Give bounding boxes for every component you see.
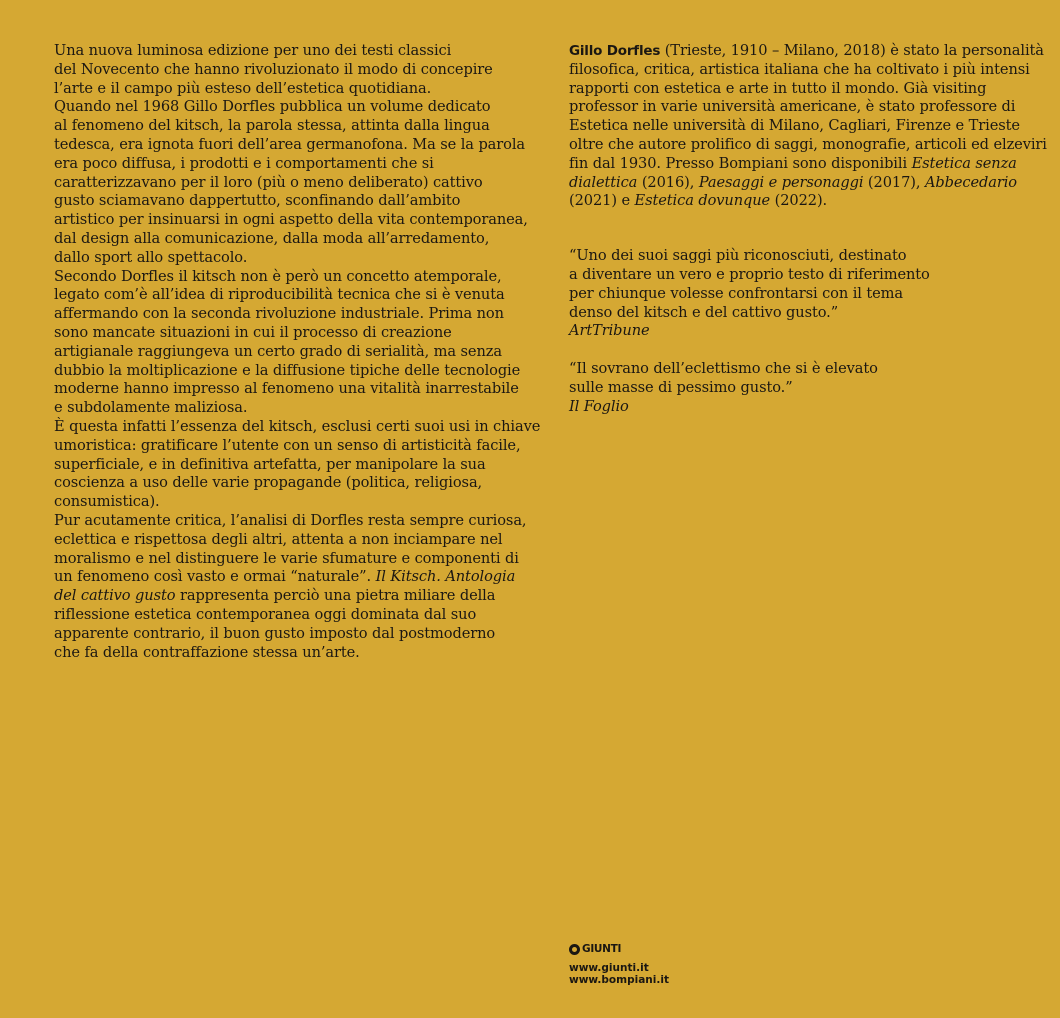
- blurb-line: del cattivo gusto rappresenta perciò una pietra miliare della: [54, 587, 496, 605]
- blurb-line: un fenomeno così vasto e ormai “naturale”. Il Kitsch. Antologia: [54, 568, 516, 586]
- review-quote-il-foglio: “Il sovrano dell’eclettismo che si è elevato sulle masse di pessimo gusto.” Il Foglio: [569, 360, 989, 416]
- blurb-line: riflessione estetica contemporanea oggi dominata dal suo: [54, 605, 477, 623]
- blurb-line: coscienza a uso delle varie propagande (politica, religiosa,: [54, 474, 483, 492]
- publisher-url-bompiani: www.bompiani.it: [569, 974, 669, 986]
- blurb-line: al fenomeno del kitsch, la parola stessa, attinta dalla lingua: [54, 117, 490, 135]
- blurb-line: apparente contrario, il buon gusto imposto dal postmoderno: [54, 624, 496, 642]
- blurb-line: caratterizzavano per il loro (più o meno deliberato) cattivo: [54, 173, 483, 191]
- blurb-line: affermando con la seconda rivoluzione industriale. Prima non: [54, 305, 504, 323]
- blurb-line: artistico per insinuarsi in ogni aspetto della vita contemporanea,: [54, 211, 528, 229]
- publisher-logo: GIUNTI: [569, 943, 669, 956]
- bio-line: rapporti con estetica e arte in tutto il mondo. Già visiting: [569, 79, 987, 97]
- blurb-line: era poco diffusa, i prodotti e i comportamenti che si: [54, 154, 434, 172]
- bio-line: dialettica (2016), Paesaggi e personaggi (2017), Abbecedario: [569, 173, 1017, 191]
- blurb-line: che fa della contraffazione stessa un’arte.: [54, 643, 360, 661]
- blurb-line: l’arte e il campo più esteso dell’estetica quotidiana.: [54, 79, 432, 97]
- blurb-paragraphs: [54, 42, 541, 568]
- quote-source: ArtTribune: [569, 322, 650, 340]
- blurb-line: È questa infatti l’essenza del kitsch, esclusi certi suoi usi in chiave: [54, 417, 541, 435]
- blurb-line: consumistica).: [54, 493, 160, 511]
- blurb-line: umoristica: gratificare l’utente con un senso di artisticità facile,: [54, 436, 521, 454]
- blurb-line: superficiale, e in definitiva artefatta, per manipolare la sua: [54, 455, 486, 473]
- blurb-line: artigianale raggiungeva un certo grado di serialità, ma senza: [54, 342, 502, 360]
- blurb-line: Una nuova luminosa edizione per uno dei testi classici: [54, 42, 452, 59]
- blurb-line: dubbio la moltiplicazione e la diffusione tipiche delle tecnologie: [54, 361, 521, 379]
- blurb-line: dal design alla comunicazione, dalla moda all’arredamento,: [54, 229, 490, 247]
- blurb-text: [54, 42, 541, 662]
- blurb-ending: [54, 605, 496, 662]
- author-name: Gillo Dorfles: [569, 43, 661, 59]
- book-title-part-2: del cattivo gusto: [54, 587, 176, 605]
- bio-line: oltre che autore prolifico di saggi, monografie, articoli ed elzeviri: [569, 135, 1047, 153]
- blurb-line: tedesca, era ignota fuori dell’area germanofona. Ma se la parola: [54, 135, 526, 153]
- blurb-line: Secondo Dorfles il kitsch non è però un concetto atemporale,: [54, 267, 502, 285]
- review-quote-arttribune: “Uno dei suoi saggi più riconosciuti, destinato a diventare un vero e proprio testo di riferimento per chiunque volesse confrontarsi con il tema denso del kitsch e del cattivo gusto.” ArtTribune: [569, 247, 989, 341]
- blurb-line: moderne hanno impresso al fenomeno una vitalità inarrestabile: [54, 380, 519, 398]
- blurb-line: e subdolamente maliziosa.: [54, 399, 248, 417]
- bio-line: fin dal 1930. Presso Bompiani sono disponibili Estetica senza: [569, 154, 1017, 172]
- blurb-line: Pur acutamente critica, l’analisi di Dorfles resta sempre curiosa,: [54, 511, 527, 529]
- blurb-line: moralismo e nel distinguere le varie sfumature e componenti di: [54, 549, 519, 567]
- publisher-block: [569, 943, 669, 987]
- bio-line: (2021) e Estetica dovunque (2022).: [569, 192, 828, 210]
- blurb-line: gusto sciamavano dappertutto, sconfinando dall’ambito: [54, 192, 461, 210]
- book-title-part-1: Il Kitsch. Antologia: [375, 568, 516, 586]
- blurb-line: legato com’è all’idea di riproducibilità tecnica che si è venuta: [54, 286, 505, 304]
- author-column: [569, 42, 1047, 416]
- author-bio: Gillo Dorfles (Trieste, 1910 – Milano, 2018) è stato la personalità filosofica, critica, artistica italiana che ha coltivato i più intensi rapporti con estetica e arte in tutto il mondo. Già visiting professor in varie università americane, è stato professore di Estetica nelle università di Milano, Cagliari, Firenze e Trieste oltre che autore prolifico di saggi, monografie, articoli ed elzeviri fin dal 1930. Presso Bompiani sono disponibili Estetica senza dialettica (2016), Paesaggi e personaggi (2017), Abbecedario (2021) e Estetica dovunque (2022).: [569, 42, 1047, 210]
- bio-line: filosofica, critica, artistica italiana che ha coltivato i più intensi: [569, 60, 1030, 78]
- giunti-logo-icon: [569, 944, 580, 955]
- blurb-line: Quando nel 1968 Gillo Dorfles pubblica un volume dedicato: [54, 98, 491, 116]
- blurb-line: del Novecento che hanno rivoluzionato il modo di concepire: [54, 60, 493, 78]
- bio-line: professor in varie università americane, è stato professore di: [569, 98, 1016, 116]
- bio-line: Estetica nelle università di Milano, Cagliari, Firenze e Trieste: [569, 117, 1020, 135]
- blurb-line: dallo sport allo spettacolo.: [54, 248, 248, 266]
- quote-source: Il Foglio: [569, 397, 629, 415]
- blurb-line: sono mancate situazioni in cui il processo di creazione: [54, 323, 452, 341]
- blurb-line: eclettica e rispettosa degli altri, attenta a non inciampare nel: [54, 530, 503, 548]
- publisher-url-giunti: www.giunti.it: [569, 961, 649, 974]
